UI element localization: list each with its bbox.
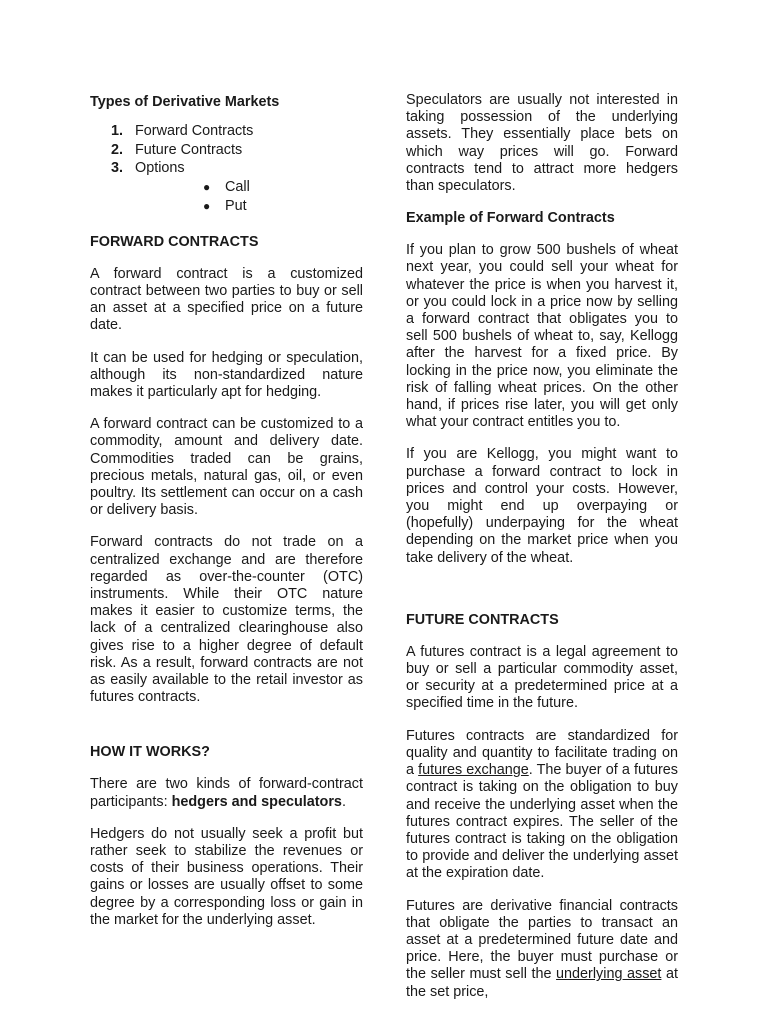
- paragraph-text: Futures contracts are standardized for quality and quantity to facilitate trading on a: [406, 727, 678, 779]
- example-heading: Example of Forward Contracts: [406, 210, 615, 227]
- list-item: [90, 159, 363, 217]
- paragraph: [406, 728, 678, 883]
- sublist-item-label: Put: [225, 198, 247, 215]
- paragraph-text: at the set price,: [406, 966, 678, 1000]
- sublist-item: [135, 197, 363, 217]
- list-item-label: Options: [135, 160, 185, 177]
- list-number: 1.: [111, 123, 124, 139]
- options-sublist: [135, 178, 363, 217]
- paragraph-text: Futures are derivative financial contracts that obligate the parties to transact an asset at a predetermined future date and price. Here, the buyer must purchase or the seller must sell the: [406, 897, 678, 983]
- paragraph: A forward contract can be customized to a commodity, amount and delivery date. Commodities traded can be grains, precious metals, natural gas, oil, or even poultry. Its settlement can occur on a cash or delivery basis.: [90, 416, 363, 519]
- bold-text: hedgers and speculators: [171, 793, 342, 810]
- forward-contracts-heading: FORWARD CONTRACTS: [90, 233, 259, 250]
- paragraph: Hedgers do not usually seek a profit but rather seek to stabilize the revenues or costs of their business operations. Their gains or losses are usually offset to some degree by a corresponding loss or gain in the market for the underlying asset.: [90, 825, 363, 928]
- list-number: 3.: [111, 160, 124, 177]
- list-item: [90, 122, 363, 141]
- paragraph-text: . The buyer of a futures contract is taking on the obligation to buy and receive the underlying asset when the futures contract expires. The seller of the futures contract is taking on the obligation to provide and deliver the underlying asset at the expiration date.: [406, 762, 678, 882]
- sublist-item: [135, 178, 363, 198]
- left-column: [90, 92, 363, 944]
- paragraph: Speculators are usually not interested in taking possession of the underlying assets. They essentially place bets on which way prices will go. Forward contracts tend to attract more hedgers than speculators.: [406, 92, 678, 195]
- paragraph-text: There are two kinds of forward-contract participants:: [90, 776, 363, 810]
- paragraph-text: .: [341, 793, 346, 810]
- how-it-works-heading: HOW IT WORKS?: [90, 744, 210, 761]
- future-contracts-heading: FUTURE CONTRACTS: [406, 611, 559, 628]
- right-column: [406, 92, 678, 1016]
- page-title: Types of Derivative Markets: [90, 94, 280, 110]
- sublist-item-label: Call: [225, 178, 250, 195]
- paragraph: Forward contracts do not trade on a centralized exchange and are therefore regarded as over-the-counter (OTC) instruments. While their OTC nature makes it easier to customize terms, the lack of a centralized clearinghouse also gives rise to a higher degree of default risk. As a result, forward contracts are not as easily available to the retail investor as futures contracts.: [90, 534, 363, 706]
- paragraph: It can be used for hedging or speculation, although its non-standardized nature makes it particularly apt for hedging.: [90, 349, 363, 400]
- bullet-icon: ●: [203, 199, 211, 214]
- list-item: [90, 141, 363, 160]
- derivative-types-list: [90, 122, 363, 217]
- list-item-label: Forward Contracts: [135, 123, 254, 139]
- paragraph: If you plan to grow 500 bushels of wheat next year, you could sell your wheat for whatever the price is when you harvest it, or you could lock in a price now by selling a forward contract that obligates you to sell 500 bushels of wheat to, say, Kellogg after the harvest for a fixed price. By locking in the price now, you eliminate the risk of falling wheat prices. On the other hand, if prices rise later, you will get only what your contract entitles you to.: [406, 242, 678, 431]
- paragraph: [406, 898, 678, 1001]
- paragraph: A forward contract is a customized contract between two parties to buy or sell an asset at a specified price on a future date.: [90, 265, 363, 334]
- paragraph: If you are Kellogg, you might want to purchase a forward contract to lock in prices and control your costs. However, you might end up overpaying or (hopefully) underpaying for the wheat depending on the market price when you take delivery of the wheat.: [406, 446, 678, 566]
- underlying-asset-link[interactable]: underlying asset: [556, 966, 662, 983]
- bullet-icon: ●: [203, 179, 211, 194]
- list-number: 2.: [111, 141, 124, 158]
- paragraph: [90, 776, 363, 810]
- futures-exchange-link[interactable]: futures exchange: [418, 762, 529, 779]
- paragraph: A futures contract is a legal agreement to buy or sell a particular commodity asset, or security at a predetermined price at a specified time in the future.: [406, 643, 678, 712]
- list-item-label: Future Contracts: [135, 141, 243, 158]
